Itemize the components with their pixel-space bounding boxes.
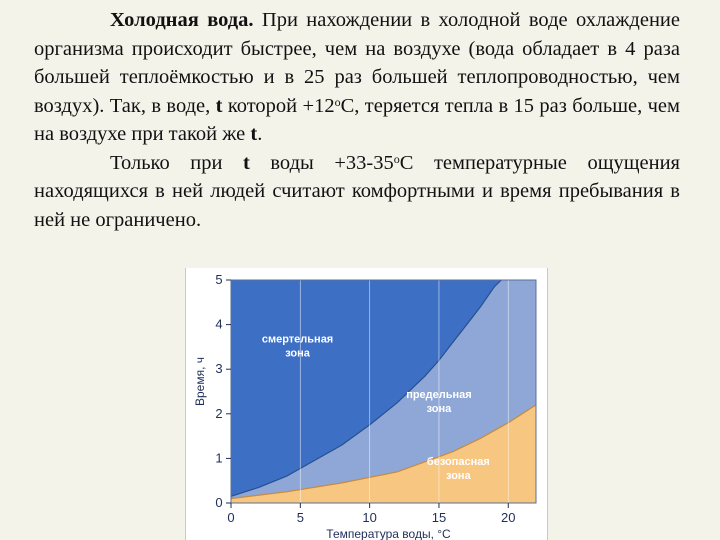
y-tick-label: 2 xyxy=(215,405,223,421)
x-tick-label: 20 xyxy=(501,510,516,525)
paragraph-text: С, теряется тепла в 15 раз больше, чем на воздухе при такой же xyxy=(34,94,680,145)
zone-label-limit: предельная xyxy=(406,389,472,402)
x-tick-label: 15 xyxy=(431,510,447,525)
y-tick-label: 3 xyxy=(215,361,223,377)
y-tick-label: 4 xyxy=(215,316,223,332)
paragraph-comfort xyxy=(34,149,680,235)
y-tick-label: 1 xyxy=(215,450,223,466)
zone-label-limit: зона xyxy=(426,403,452,416)
degree-mark: о xyxy=(334,94,341,109)
text-block xyxy=(34,6,680,234)
paragraph-lead: Холодная вода. xyxy=(110,9,254,31)
x-axis-title: Температура воды, °С xyxy=(326,527,451,540)
paragraph-text: которой +12 xyxy=(222,94,335,117)
paragraph-text: . xyxy=(257,123,263,145)
temperature-symbol: t xyxy=(215,94,223,117)
degree-mark: о xyxy=(393,151,400,166)
paragraph-text: воды +33-35 xyxy=(249,151,394,174)
temperature-symbol: t xyxy=(243,151,250,174)
x-tick-label: 5 xyxy=(296,510,304,525)
x-tick-label: 10 xyxy=(362,510,377,525)
y-axis-title: Время, ч xyxy=(193,356,207,407)
survival-chart xyxy=(185,268,548,540)
x-tick-label: 0 xyxy=(227,510,235,525)
zone-label-safe: зона xyxy=(446,470,471,483)
zone-label-deadly: зона xyxy=(285,347,310,360)
chart-svg xyxy=(186,268,547,540)
paragraph-text: При нахождении в холодной воде охлаждение организма происходит быстрее, чем на воздухе (вода обладает в 4 раза большей теплоёмкостью и в 25 раз большей теплопроводностью, чем воздух). Так, в воде, xyxy=(34,9,681,117)
paragraph-cold-water xyxy=(34,6,680,149)
paragraph-text: С температурные ощущения находящихся в ней людей считают комфортными и время пребывания в ней не ограничено. xyxy=(34,151,680,231)
zone-label-safe: безопасная xyxy=(426,456,490,469)
y-tick-label: 0 xyxy=(215,495,223,510)
y-tick-label: 5 xyxy=(215,272,223,287)
paragraph-text: Только при xyxy=(110,151,243,174)
temperature-symbol: t xyxy=(250,123,258,145)
zone-label-deadly: смертельная xyxy=(261,333,334,346)
